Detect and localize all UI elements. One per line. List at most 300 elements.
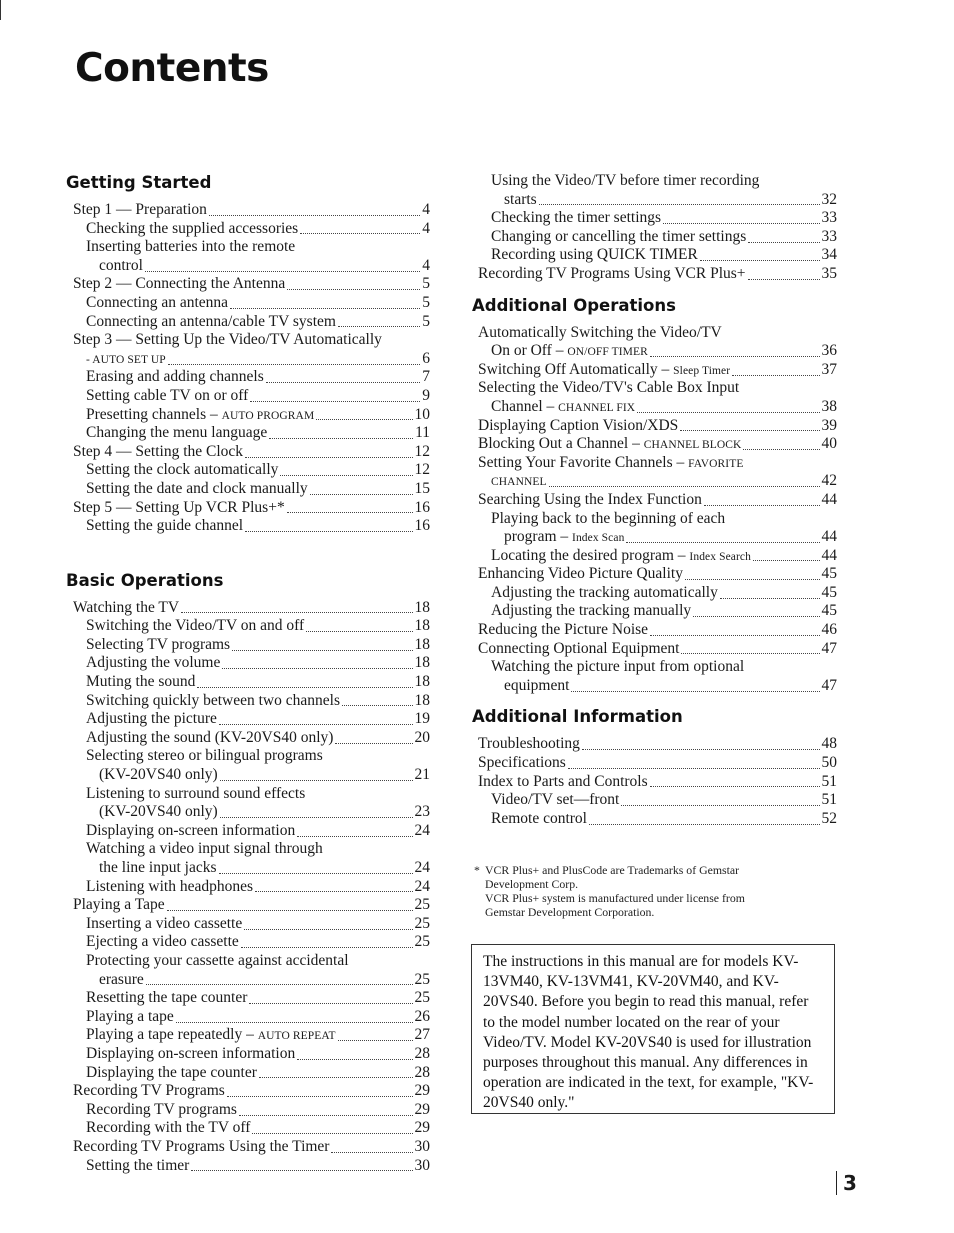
toc-entry[interactable] [66, 1157, 430, 1176]
toc-entry-text: Setting Your Favorite Channels – [478, 453, 689, 471]
dot-leader [621, 805, 819, 806]
toc-entry-text: Watching the picture input from optional [491, 658, 745, 676]
toc-entry-page: 36 [821, 342, 837, 360]
toc-entry-setting-name: CHANNEL [491, 476, 547, 489]
toc-entry-title [86, 350, 166, 370]
toc-entry-text: Channel – [491, 397, 559, 415]
toc-entry[interactable] [66, 1101, 430, 1120]
toc-entry-title [478, 640, 679, 659]
toc-entry-text: Changing the menu language [86, 424, 268, 442]
toc-entry[interactable] [66, 238, 430, 257]
toc-entry[interactable] [66, 673, 430, 692]
toc-entry-title [478, 324, 722, 343]
toc-entry-text: Watching the TV [73, 598, 180, 616]
model-note-box: The instructions in this manual are for models KV-13VM40, KV-13VM41, KV-20VM40, and KV-20VS40. Before you begin to read this manual, refer to the model number located on the rear of your Video/TV. Model KV-20VS40 is used for illustration purposes throughout this manual. Any differences in operation are indicated in the text, for example, "KV-20VS40 only." [471, 944, 835, 1114]
toc-entry-title [86, 617, 304, 636]
toc-entry-text: Displaying on-screen information [86, 1044, 296, 1062]
toc-entry-text: Listening to surround sound effects [86, 784, 306, 802]
toc-entry-page: 4 [422, 201, 430, 218]
toc-entry-title [491, 602, 691, 621]
toc-entry-title [86, 673, 195, 692]
toc-entry[interactable] [472, 735, 837, 754]
toc-entry-text: Adjusting the tracking manually [491, 602, 692, 620]
toc-entry[interactable] [66, 915, 430, 934]
toc-entry-page: 9 [422, 386, 430, 404]
toc-entry-setting-name: Sleep Timer [673, 364, 731, 377]
toc-entry[interactable] [66, 636, 430, 655]
section-heading: Basic Operations [66, 570, 224, 590]
toc-entry-text: Step 2 — Connecting the Antenna [73, 275, 286, 293]
toc-entry-title [73, 896, 165, 915]
toc-entry-page: 29 [414, 1082, 430, 1100]
toc-entry[interactable] [472, 472, 837, 491]
toc-entry-text: (KV-20VS40 only) [99, 803, 218, 821]
toc-entry[interactable] [472, 602, 837, 621]
toc-entry-text: On or Off – [491, 342, 568, 360]
toc-entry-page: 40 [821, 435, 837, 453]
toc-entry-page: 48 [821, 735, 837, 753]
toc-entry[interactable] [66, 599, 430, 618]
toc-entry-page: 28 [414, 1044, 430, 1062]
toc-entry-title [99, 803, 218, 822]
toc-entry[interactable] [472, 773, 837, 792]
toc-entry-title [491, 547, 751, 567]
toc-entry-page: 18 [414, 598, 430, 616]
toc-entry-text: Step 3 — Setting Up the Video/TV Automatically [73, 331, 382, 349]
toc-entry-title [478, 265, 746, 284]
toc-entry-title [86, 1026, 336, 1046]
toc-entry-title [99, 257, 143, 276]
toc-entry-text: Displaying Caption Vision/XDS [478, 416, 679, 434]
dot-leader [266, 382, 420, 383]
toc-entry-text: program – [504, 528, 573, 546]
toc-entry-page: 16 [414, 498, 430, 516]
toc-entry-page: 27 [414, 1026, 430, 1044]
toc-entry-text: Watching a video input signal through [86, 840, 323, 858]
toc-entry[interactable] [472, 435, 837, 454]
toc-entry-text: Step 1 — Preparation [73, 201, 207, 218]
toc-entry-title [478, 565, 683, 584]
section-gap [472, 284, 837, 295]
toc-entry-text: the line input jacks [99, 859, 217, 876]
toc-entry-text: Displaying the tape counter [86, 1063, 257, 1081]
toc-entry[interactable] [472, 191, 837, 210]
dot-leader [539, 204, 820, 205]
toc-entry[interactable] [66, 443, 430, 462]
dot-leader [232, 650, 412, 651]
dot-leader [227, 1096, 413, 1097]
toc-entry[interactable] [66, 785, 430, 804]
toc-entry-page: 46 [821, 621, 837, 639]
toc-entry[interactable] [66, 617, 430, 636]
toc-entry-title [478, 454, 743, 474]
dot-leader [748, 279, 820, 280]
toc-entry-page: 37 [821, 360, 837, 378]
toc-entry[interactable] [472, 246, 837, 265]
toc-entry[interactable] [66, 896, 430, 915]
toc-entry-page: 18 [414, 691, 430, 709]
toc-entry[interactable] [66, 480, 430, 499]
toc-entry-text: control [99, 256, 143, 274]
toc-entry[interactable] [66, 654, 430, 673]
toc-entry[interactable] [472, 265, 837, 284]
toc-entry[interactable] [66, 1008, 430, 1027]
toc-entry-text: equipment [504, 676, 570, 694]
toc-entry[interactable] [472, 640, 837, 659]
toc-entry[interactable] [472, 361, 837, 380]
toc-entry[interactable] [66, 331, 430, 350]
toc-entry-text: Adjusting the sound (KV-20VS40 only) [86, 728, 334, 746]
toc-entry[interactable] [66, 1138, 430, 1157]
dot-leader [700, 260, 820, 261]
toc-entry-title [491, 246, 698, 265]
toc-entry-text: Playing a Tape [73, 896, 165, 914]
toc-entry-setting-name: ON/OFF TIMER [567, 346, 648, 359]
dot-leader [252, 1133, 412, 1134]
trademark-footnote [474, 863, 834, 919]
toc-entry[interactable] [66, 406, 430, 425]
toc-entry-page: 12 [414, 442, 430, 460]
toc-entry-title [86, 368, 264, 387]
toc-entry[interactable] [66, 294, 430, 313]
toc-entry[interactable] [66, 710, 430, 729]
toc-entry-page: 51 [821, 772, 837, 790]
toc-entry[interactable] [472, 528, 837, 547]
footnote-line: Gemstar Development Corporation. [485, 905, 655, 919]
toc-entry-title [73, 443, 243, 462]
toc-entry-title [86, 238, 295, 257]
toc-entry-page: 23 [414, 803, 430, 821]
toc-entry[interactable] [66, 1119, 430, 1138]
toc-entry[interactable] [472, 565, 837, 584]
toc-entry[interactable] [66, 766, 430, 785]
toc-entry[interactable] [66, 275, 430, 294]
dot-leader [245, 457, 412, 458]
toc-entry-page: 34 [821, 246, 837, 264]
dot-leader [280, 475, 412, 476]
toc-entry-title [86, 654, 220, 673]
toc-entry[interactable] [66, 989, 430, 1008]
toc-entry-title [86, 710, 217, 729]
toc-entry-text: Protecting your cassette against accidental [86, 951, 349, 969]
toc-entry-text: Index to Parts and Controls [478, 772, 648, 790]
toc-entry-text: Setting the timer [86, 1156, 190, 1174]
dot-leader [300, 233, 420, 234]
toc-entry[interactable] [472, 754, 837, 773]
toc-entry[interactable] [66, 1026, 430, 1045]
toc-entry-text: Adjusting the tracking automatically [491, 583, 718, 601]
dot-leader [197, 687, 412, 688]
toc-entry[interactable] [472, 677, 837, 696]
toc-entry-page: 25 [414, 914, 430, 932]
toc-entry-title [504, 677, 569, 696]
toc-entry-title [86, 406, 314, 426]
toc-entry-page: 30 [414, 1156, 430, 1174]
toc-entry-page: 12 [414, 461, 430, 479]
dot-leader [220, 780, 413, 781]
toc-entry[interactable] [472, 172, 837, 191]
toc-entry-text: Selecting stereo or bilingual programs [86, 747, 323, 765]
toc-entry[interactable] [472, 810, 837, 829]
toc-entry[interactable] [472, 342, 837, 361]
toc-entry-page: 28 [414, 1063, 430, 1081]
toc-entry[interactable] [472, 510, 837, 529]
toc-entry[interactable] [472, 791, 837, 810]
toc-entry[interactable] [66, 747, 430, 766]
dot-leader [244, 929, 412, 930]
toc-entry[interactable] [66, 257, 430, 276]
toc-entry[interactable] [66, 1064, 430, 1083]
toc-entry-title [73, 1082, 225, 1101]
toc-entry-title [86, 424, 267, 443]
toc-entry-text: Setting the date and clock manually [86, 479, 308, 497]
toc-entry-text: Selecting TV programs [86, 635, 231, 653]
toc-entry-text: Recording TV Programs [73, 1082, 225, 1100]
toc-entry-page: 47 [821, 676, 837, 694]
toc-entry[interactable] [66, 692, 430, 711]
dot-leader [650, 786, 820, 787]
toc-entry-text: Specifications [478, 754, 566, 772]
toc-entry[interactable] [66, 1045, 430, 1064]
toc-entry-page: 45 [821, 602, 837, 620]
toc-entry[interactable] [66, 933, 430, 952]
toc-entry-page: 33 [821, 227, 837, 245]
toc-entry-page: 26 [414, 1007, 430, 1025]
toc-entry-title [491, 810, 587, 829]
toc-entry-text: Video/TV set—front [491, 791, 620, 809]
toc-entry-title [86, 387, 248, 406]
dot-leader [732, 375, 819, 376]
toc-entry-page: 24 [414, 877, 430, 895]
dot-leader [650, 635, 819, 636]
toc-entry[interactable] [66, 878, 430, 897]
toc-entry-title [491, 172, 759, 191]
dot-leader [685, 579, 820, 580]
dot-leader [297, 836, 412, 837]
toc-entry[interactable] [66, 350, 430, 369]
toc-entry-title [86, 933, 239, 952]
toc-entry-title [86, 294, 228, 313]
toc-entry-title [86, 517, 243, 536]
toc-entry-text: Selecting the Video/TV's Cable Box Input [478, 379, 740, 397]
toc-entry-page: 35 [821, 264, 837, 282]
dot-leader [255, 891, 412, 892]
toc-entry-text: Troubleshooting [478, 735, 580, 753]
section-gap [66, 536, 430, 570]
dot-leader [219, 873, 413, 874]
toc-entry[interactable] [472, 621, 837, 640]
toc-entry-title [86, 220, 298, 239]
toc-entry-text: Listening with headphones [86, 877, 254, 895]
toc-entry-page: 42 [821, 472, 837, 490]
dot-leader [316, 419, 412, 420]
dot-leader [222, 668, 412, 669]
toc-entry[interactable] [66, 840, 430, 859]
toc-entry[interactable] [66, 859, 430, 878]
toc-entry-text: Recording TV Programs Using VCR Plus+ [478, 264, 746, 282]
toc-entry[interactable] [66, 387, 430, 406]
toc-entry[interactable] [66, 822, 430, 841]
toc-entry[interactable] [472, 417, 837, 436]
toc-entry-text: Checking the supplied accessories [86, 219, 299, 237]
toc-entry-text: Muting the sound [86, 673, 196, 691]
section-gap [472, 695, 837, 706]
toc-entry-text: starts [504, 190, 537, 208]
toc-entry[interactable] [472, 547, 837, 566]
toc-entry-title [86, 1157, 189, 1176]
toc-entry-text: Enhancing Video Picture Quality [478, 565, 683, 583]
toc-entry[interactable] [472, 584, 837, 603]
toc-entry[interactable] [66, 220, 430, 239]
toc-entry-page: 18 [414, 673, 430, 691]
toc-entry[interactable] [472, 454, 837, 473]
toc-entry-page: 15 [414, 479, 430, 497]
dot-leader [743, 449, 819, 450]
toc-entry-page: 33 [821, 209, 837, 227]
toc-entry-page: 5 [422, 275, 430, 293]
toc-entry[interactable] [66, 424, 430, 443]
toc-entry[interactable] [66, 313, 430, 332]
toc-entry-text: Connecting an antenna [86, 293, 229, 311]
toc-entry-title [99, 766, 218, 785]
toc-entry-page: 4 [422, 256, 430, 274]
toc-entry-text: Reducing the Picture Noise [478, 621, 649, 639]
dot-leader [219, 724, 413, 725]
dot-leader [191, 1170, 412, 1171]
toc-entry-title [86, 1119, 250, 1138]
dot-leader [342, 705, 413, 706]
toc-entry-page: 30 [414, 1137, 430, 1155]
toc-entry[interactable] [66, 803, 430, 822]
toc-entry[interactable] [66, 952, 430, 971]
toc-entry-title [478, 379, 739, 398]
toc-entry[interactable] [472, 209, 837, 228]
toc-entry-title [86, 952, 349, 971]
toc-entry-title [86, 1064, 257, 1083]
toc-entry-text: Checking the timer settings [491, 209, 662, 227]
toc-entry-setting-name: Index Search [689, 550, 751, 563]
toc-entry[interactable] [66, 729, 430, 748]
toc-entry-text: Adjusting the picture [86, 710, 217, 728]
toc-entry-text: Setting the guide channel [86, 517, 244, 535]
toc-entry-page: 38 [821, 397, 837, 415]
toc-entry-page: 11 [415, 424, 430, 442]
toc-entry-title [99, 971, 144, 990]
toc-entry-title [478, 754, 566, 773]
toc-entry-title [478, 435, 741, 455]
dot-leader [568, 768, 820, 769]
toc-entry-text: Locating the desired program – [491, 546, 690, 564]
toc-entry-title [491, 209, 661, 228]
toc-entry[interactable] [66, 1082, 430, 1101]
toc-entry-page: 50 [821, 754, 837, 772]
toc-entry-title [86, 313, 336, 332]
dot-leader [168, 364, 420, 365]
section-heading: Additional Information [472, 707, 683, 727]
toc-right-column [472, 172, 837, 828]
toc-entry-text: Playing back to the beginning of each [491, 509, 726, 527]
dot-leader [626, 542, 819, 543]
toc-entry[interactable] [66, 971, 430, 990]
toc-entry[interactable] [66, 461, 430, 480]
toc-entry-setting-name: FAVORITE [688, 457, 744, 470]
toc-entry-page: 5 [422, 293, 430, 311]
toc-entry-title [73, 499, 285, 518]
toc-entry[interactable] [472, 228, 837, 247]
toc-entry[interactable] [472, 379, 837, 398]
toc-entry[interactable] [472, 491, 837, 510]
toc-entry-page: 45 [821, 565, 837, 583]
dot-leader [549, 486, 820, 487]
toc-entry-title [478, 735, 580, 754]
toc-entry-setting-name: AUTO PROGRAM [221, 409, 315, 422]
toc-entry[interactable] [472, 398, 837, 417]
dot-leader [589, 824, 820, 825]
dot-leader [250, 401, 420, 402]
toc-entry-page: 10 [414, 405, 430, 423]
toc-entry-title [73, 1138, 329, 1157]
toc-entry-text: Resetting the tape counter [86, 989, 248, 1007]
toc-entry-title [504, 191, 537, 210]
toc-entry[interactable] [66, 368, 430, 387]
toc-entry[interactable] [472, 658, 837, 677]
dot-leader [663, 223, 819, 224]
toc-entry-title [99, 859, 217, 878]
toc-entry-setting-name: CHANNEL FIX [558, 401, 636, 414]
toc-entry-title [491, 510, 725, 529]
toc-entry-text: Adjusting the volume [86, 654, 221, 672]
toc-entry-title [86, 747, 323, 766]
section-heading: Additional Operations [472, 295, 676, 315]
toc-entry-text: Recording TV Programs Using the Timer [73, 1137, 330, 1155]
toc-entry-text: Connecting Optional Equipment [478, 639, 680, 657]
dot-leader [338, 326, 420, 327]
toc-entry-page: 4 [422, 219, 430, 237]
dot-leader [310, 494, 413, 495]
dot-leader [335, 743, 412, 744]
toc-entry-title [86, 636, 230, 655]
toc-entry-text: Ejecting a video cassette [86, 933, 239, 951]
toc-entry-text: Inserting a video cassette [86, 914, 243, 932]
toc-entry-text: Step 4 — Setting the Clock [73, 442, 244, 460]
toc-entry-page: 18 [414, 654, 430, 672]
dot-leader [681, 653, 819, 654]
toc-entry-page: 25 [414, 970, 430, 988]
toc-entry-text: Setting cable TV on or off [86, 386, 249, 404]
toc-entry-text: Step 5 — Setting Up VCR Plus+* [73, 498, 285, 516]
toc-entry-title [86, 840, 323, 859]
toc-entry[interactable] [66, 201, 430, 220]
toc-entry-page: 7 [422, 368, 430, 386]
page-title: Contents [75, 46, 269, 91]
toc-entry-page: 5 [422, 312, 430, 330]
dot-leader [249, 1003, 412, 1004]
toc-entry-page: 21 [414, 766, 430, 784]
toc-entry-page: 6 [422, 349, 430, 367]
toc-entry[interactable] [66, 499, 430, 518]
toc-entry[interactable] [472, 324, 837, 343]
dot-leader [146, 984, 413, 985]
dot-leader [176, 1022, 413, 1023]
toc-entry-title [86, 461, 278, 480]
dot-leader [693, 616, 819, 617]
dot-leader [239, 1115, 413, 1116]
toc-entry-title [86, 989, 247, 1008]
toc-entry-text: Switching Off Automatically – [478, 360, 674, 378]
toc-entry-title [73, 599, 179, 618]
dot-leader [582, 749, 820, 750]
toc-entry[interactable] [66, 517, 430, 536]
